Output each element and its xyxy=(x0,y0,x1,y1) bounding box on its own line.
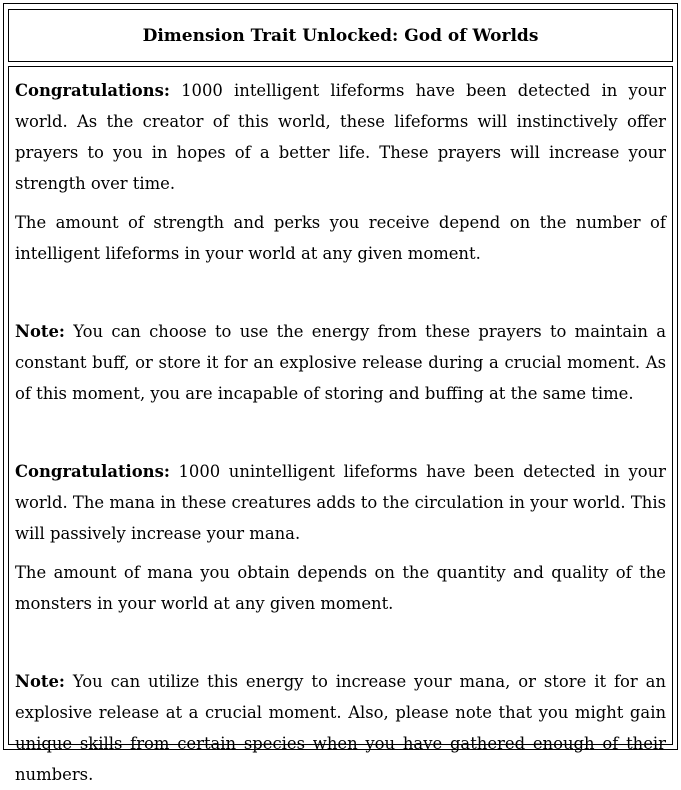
spacer xyxy=(15,619,666,666)
paragraph-text: The amount of mana you obtain depends on the quantity and quality of the monsters in your world at any given moment. xyxy=(15,563,666,613)
paragraph-mana-note xyxy=(15,666,666,790)
paragraph-strength-amount xyxy=(15,207,666,269)
paragraph-text: 1000 intelligent lifeforms have been detected in your world. As the creator of this world, these lifeforms will instinctively offer prayers to you in hopes of a better life. These prayers will increase your strength over time. xyxy=(15,81,666,193)
paragraph-lead: Congratulations: xyxy=(15,81,170,100)
spacer xyxy=(15,409,666,456)
spacer xyxy=(15,269,666,316)
spacer xyxy=(15,549,666,557)
paragraph-text: You can choose to use the energy from these prayers to maintain a constant buff, or store it for an explosive release during a crucial moment. As of this moment, you are incapable of storing and buffing at the same time. xyxy=(15,322,666,403)
paragraph-lead: Note: xyxy=(15,322,65,341)
trait-title: Dimension Trait Unlocked: God of Worlds xyxy=(142,25,539,46)
message-body xyxy=(8,66,673,784)
paragraph-text: 1000 unintelligent lifeforms have been detected in your world. The mana in these creatures adds to the circulation in your world. This will passively increase your mana. xyxy=(15,462,666,543)
paragraph-unintelligent-congrats xyxy=(15,456,666,549)
spacer xyxy=(15,199,666,207)
paragraph-intelligent-congrats xyxy=(15,75,666,199)
paragraph-mana-amount xyxy=(15,557,666,619)
paragraph-lead: Note: xyxy=(15,672,65,691)
paragraph-prayer-note xyxy=(15,316,666,409)
paragraph-text: You can utilize this energy to increase your mana, or store it for an explosive release at a crucial moment. Also, please note that you might gain unique skills from certain species when you have gathered enough of their numbers. xyxy=(15,672,666,784)
title-box xyxy=(8,9,673,62)
paragraph-text: The amount of strength and perks you receive depend on the number of intelligent lifeforms in your world at any given moment. xyxy=(15,213,666,263)
paragraph-lead: Congratulations: xyxy=(15,462,170,481)
